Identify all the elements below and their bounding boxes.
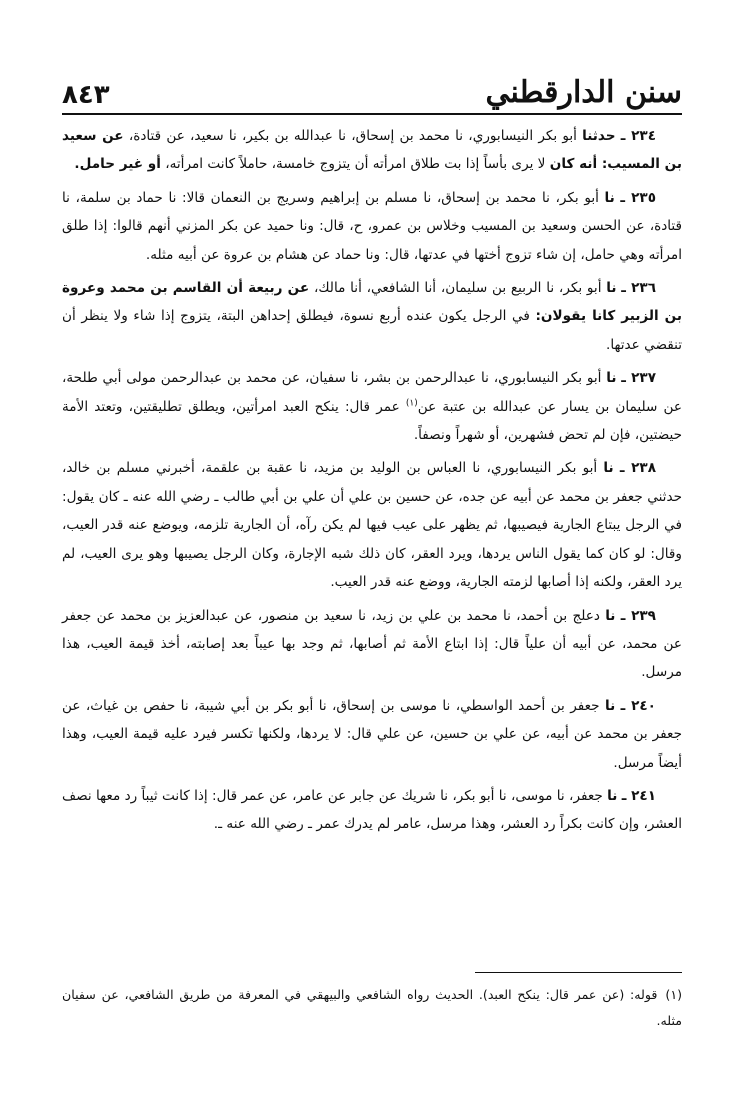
footnote-text: قوله: (عن عمر قال: ينكح العبد). الحديث رواه الشافعي والبيهقي في المعرفة من طريق الشافعي، عن سفيان مثله. xyxy=(62,987,682,1028)
footnote-reference: (١) xyxy=(405,398,418,409)
hadith-paragraph xyxy=(62,274,682,359)
hadith-paragraph xyxy=(62,454,682,596)
hadith-paragraph xyxy=(62,602,682,687)
bold-text: نا xyxy=(604,697,616,714)
hadith-number: ٢٣٧ ـ xyxy=(621,370,656,387)
hadith-number: ٢٤١ ـ xyxy=(621,787,656,804)
running-title: سنن الدارقطني xyxy=(485,75,682,110)
hadith-paragraph xyxy=(62,364,682,449)
bold-text: نا xyxy=(603,460,614,477)
hadith-paragraph xyxy=(62,122,682,179)
footnotes xyxy=(62,982,682,1034)
bold-text: عن ربيعة أن القاسم بن محمد وعروة بن الزبير كانا يقولان: xyxy=(62,280,682,325)
bold-text: نا xyxy=(607,787,618,804)
hadith-text: في الرجل يكون عنده أربع نسوة، فيطلق إحداهن البتة، يتزوج إذا شاء ولا ينظر أن تنقضي عدتها. xyxy=(62,308,682,353)
hadith-text: أبو بكر، نا الربيع بن سليمان، أنا الشافعي، أنا مالك، xyxy=(309,280,607,297)
hadith-text: لا يرى بأساً إذا بت طلاق امرأته أن يتزوج خامسة، حاملاً كانت امرأته، xyxy=(160,156,550,173)
bold-text: حدثنا xyxy=(582,128,616,144)
bold-text: عن سعيد بن المسيب: أنه كان xyxy=(62,128,682,173)
footnote xyxy=(62,982,682,1034)
hadith-number: ٢٣٤ ـ xyxy=(620,128,656,144)
hadith-text: جعفر، نا موسى، نا أبو بكر، نا شريك عن جابر عن عامر، عن عمر قال: إذا كانت ثيباً رد معها نصف العشر، وإن كانت بكراً رد العشر، وهذا مرسل، عامر لم يدرك عمر ـ رضي الله عنه ـ. xyxy=(62,787,682,833)
page-header xyxy=(62,68,682,108)
bold-text: نا xyxy=(605,607,616,624)
hadith-text: جعفر بن أحمد الواسطي، نا موسى بن إسحاق، نا أبو بكر بن أبي شيبة، نا حفص بن غياث، عن جعفر بن محمد عن أبيه، عن علي بن حسين، عن علي قال: لا يردها، ولكنها تكسر فيرد عليه قيمة العيب، وهذا أيضاً مرسل. xyxy=(62,697,682,771)
page-number: ٨٤٣ xyxy=(62,80,110,110)
footnote-marker: (١) xyxy=(665,987,682,1002)
bold-text: نا xyxy=(604,189,615,206)
hadith-text: أبو بكر، نا محمد بن إسحاق، نا مسلم بن إبراهيم وسريج بن النعمان قالا: نا حماد بن سلمة، نا قتادة، عن الحسن وسعيد بن المسيب وخلاس بن عمرو، ح، قال: ونا حميد عن بكر المزني أنهم قالوا: إذا طلق امرأته وهي حامل، إن شاء تزوج أختها في عدتها، قال: ونا حماد عن هشام بن عروة عن أبيه مثله. xyxy=(62,189,682,263)
bold-text: أو غير حامل. xyxy=(74,156,161,173)
hadith-number: ٢٣٩ ـ xyxy=(620,607,656,624)
hadith-text: أبو بكر النيسابوري، نا العباس بن الوليد بن مزيد، نا عقبة بن علقمة، أخبرني مسلم بن خالد، حدثني جعفر بن محمد عن أبيه عن جده، عن حسين بن علي أن علي بن أبي طالب ـ رضي الله عنه ـ كان يقول: في الرجل يبتاع الجارية فيصيبها، ثم يظهر على عيب فيها لم يكن رآه، أن الجارية تلزمه، ويوضع عنه قدر العيب، وقال: لو كان كما يقول الناس يردها، ويرد العقر، كان ذلك شبه الإجارة، وكان الرجل يصيبها وهو يرى العيب، لم يرد العقر، ولكنه إذا أصابها لزمته الجارية، ووضع عنه قدر العيب. xyxy=(62,460,682,591)
footnote-divider xyxy=(475,972,682,973)
hadith-paragraph xyxy=(62,692,682,777)
hadith-text: أبو بكر النيسابوري، نا محمد بن إسحاق، نا عبدالله بن بكير، نا سعيد، عن قتادة، xyxy=(123,128,583,144)
main-text xyxy=(62,122,682,844)
hadith-number: ٢٤٠ ـ xyxy=(620,697,656,714)
hadith-text: أبو بكر النيسابوري، نا عبدالرحمن بن بشر، نا سفيان، عن محمد بن عبدالرحمن مولى أبي طلحة، عن سليمان بن يسار عن عبدالله بن عتبة عن xyxy=(62,370,682,415)
bold-text: نا xyxy=(606,370,617,387)
header-divider xyxy=(62,113,682,115)
hadith-number: ٢٣٨ ـ xyxy=(619,460,656,477)
bold-text: نا xyxy=(606,280,617,297)
hadith-number: ٢٣٥ ـ xyxy=(620,189,656,206)
hadith-text: عمر قال: ينكح العبد امرأتين، ويطلق تطليقتين، وتعتد الأمة حيضتين، فإن لم تحض فشهرين، أو شهراً ونصفاً. xyxy=(62,398,682,444)
hadith-text: دعلج بن أحمد، نا محمد بن علي بن زيد، نا سعيد بن منصور، عن عبدالعزيز بن محمد عن جعفر عن محمد، عن أبيه أن علياً قال: إذا ابتاع الأمة ثم أصابها، ثم وجد بها عيباً بعد إصابته، أخذ قيمة العيب، هذا مرسل. xyxy=(62,607,682,681)
hadith-number: ٢٣٦ ـ xyxy=(621,280,656,297)
hadith-paragraph xyxy=(62,782,682,839)
hadith-paragraph xyxy=(62,184,682,269)
